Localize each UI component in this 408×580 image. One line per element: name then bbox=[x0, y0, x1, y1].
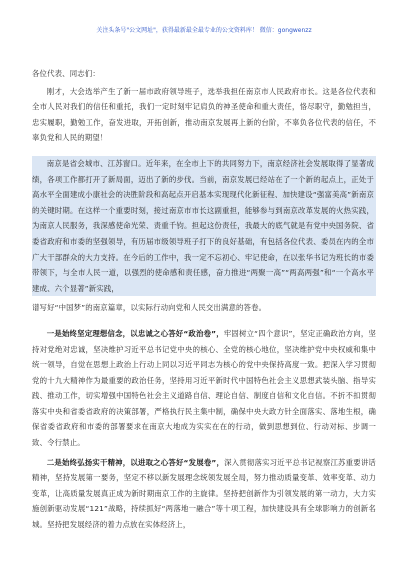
section-political-heading: 一是始终坚定理想信念，以忠诚之心答好“政治卷”， bbox=[46, 328, 224, 338]
salutation: 各位代表、同志们： bbox=[32, 69, 100, 78]
section-development bbox=[32, 455, 376, 533]
section-political bbox=[32, 326, 376, 451]
section-development-body: 深入贯彻落实习近平总书记视察江苏重要讲话精神，坚持发展第一要务，坚定不移以新发展理念统领发展全局，努力推动质量变革、效率变革、动力变革，让高质量发展真正成为新时期南京工作的主旋律。坚持把创新作为引领发展的第一动力，大力实施创新驱动发展“121”战略，持续抓好“两落地一融合”等十项工程，加快建设具有全球影响力的创新名城。坚持把发展经济的着力点放在实体经济上， bbox=[32, 457, 376, 530]
section-development-heading: 二是始终弘扬实干精神，以进取之心答好“发展卷”， bbox=[46, 457, 225, 467]
paragraph-pledge: 谱写好“中国梦”的南京篇章，以实际行动向党和人民交出满意的答卷。 bbox=[32, 303, 267, 313]
highlighted-paragraph bbox=[32, 156, 376, 296]
promo-banner[interactable] bbox=[0, 27, 408, 35]
promo-banner-text[interactable]: 关注头条号"公文网址"，获得最新最全最专业的公文资料库！ 微信：gongwenzz bbox=[96, 27, 312, 34]
paragraph-acceptance: 刚才，大会选举产生了新一届市政府领导班子，选举我担任南京市人民政府市长。这是各位代表和全市人民对我们的信任和重托，我们一定时刻牢记肩负的神圣使命和重大责任，恪尽职守，勤勉担当，忠实履职，勤勉工作，奋发进取，开拓创新，推动南京发展再上新的台阶，不辜负各位代表的信任，不辜负党和人民的期望！ bbox=[32, 86, 376, 143]
paragraph-nanjing-context: 南京是省会城市、江苏窗口。近年来，在全市上下的共同努力下，南京经济社会发展取得了显著成绩，各项工作都打开了新局面，迈出了新的步伐。当前，南京发展已经站在了一个新的起点上，正处于高水平全面建成小康社会的决胜阶段和高起点开启基本实现现代化新征程、加快建设“强富美高”新南京的关键时期。在这样一个重要时刻，接过南京市市长这副重担，能够参与到南京改革发展的火热实践，为南京人民服务，我深感使命光荣、责重千钧。担起这份责任，我最大的底气就是有党中央国务院、省委省政府和市委的坚强领导，有历届市级领导班子打下的良好基础，有包括各位代表、委员在内的全市广大干部群众的大力支持。在今后的工作中，我一定不忘初心、牢记使命，在以张华书记为班长的市委带领下，与全市人民一道，以强烈的使命感和责任感，奋力推进“两聚一高”“两高两强”和“一个高水平建成、六个显著”新实践， bbox=[32, 156, 376, 296]
section-political-body: 牢固树立“四个意识”，坚定正确政治方向，坚持对党绝对忠诚，坚决维护习近平总书记党中央的核心、全党的核心地位，坚决维护党中央权威和集中统一领导，自觉在思想上政治上行动上同以习近平同志为核心的党中央保持高度一致。把深入学习贯彻党的十九大精神作为最重要的政治任务，坚持用习近平新时代中国特色社会主义思想武装头脑、指导实践、推动工作，切实增强中国特色社会主义道路自信、理论自信、制度自信和文化自信。不折不扣贯彻落实中央和省委省政府的决策部署，严格执行民主集中制，确保中央大政方针全面落实、落地生根，确保省委省政府和市委的部署要求在南京大地成为实实在在的行动，做到思想到位、行动对标、步调一致、令行禁止。 bbox=[32, 328, 376, 448]
speech-body bbox=[32, 66, 376, 537]
